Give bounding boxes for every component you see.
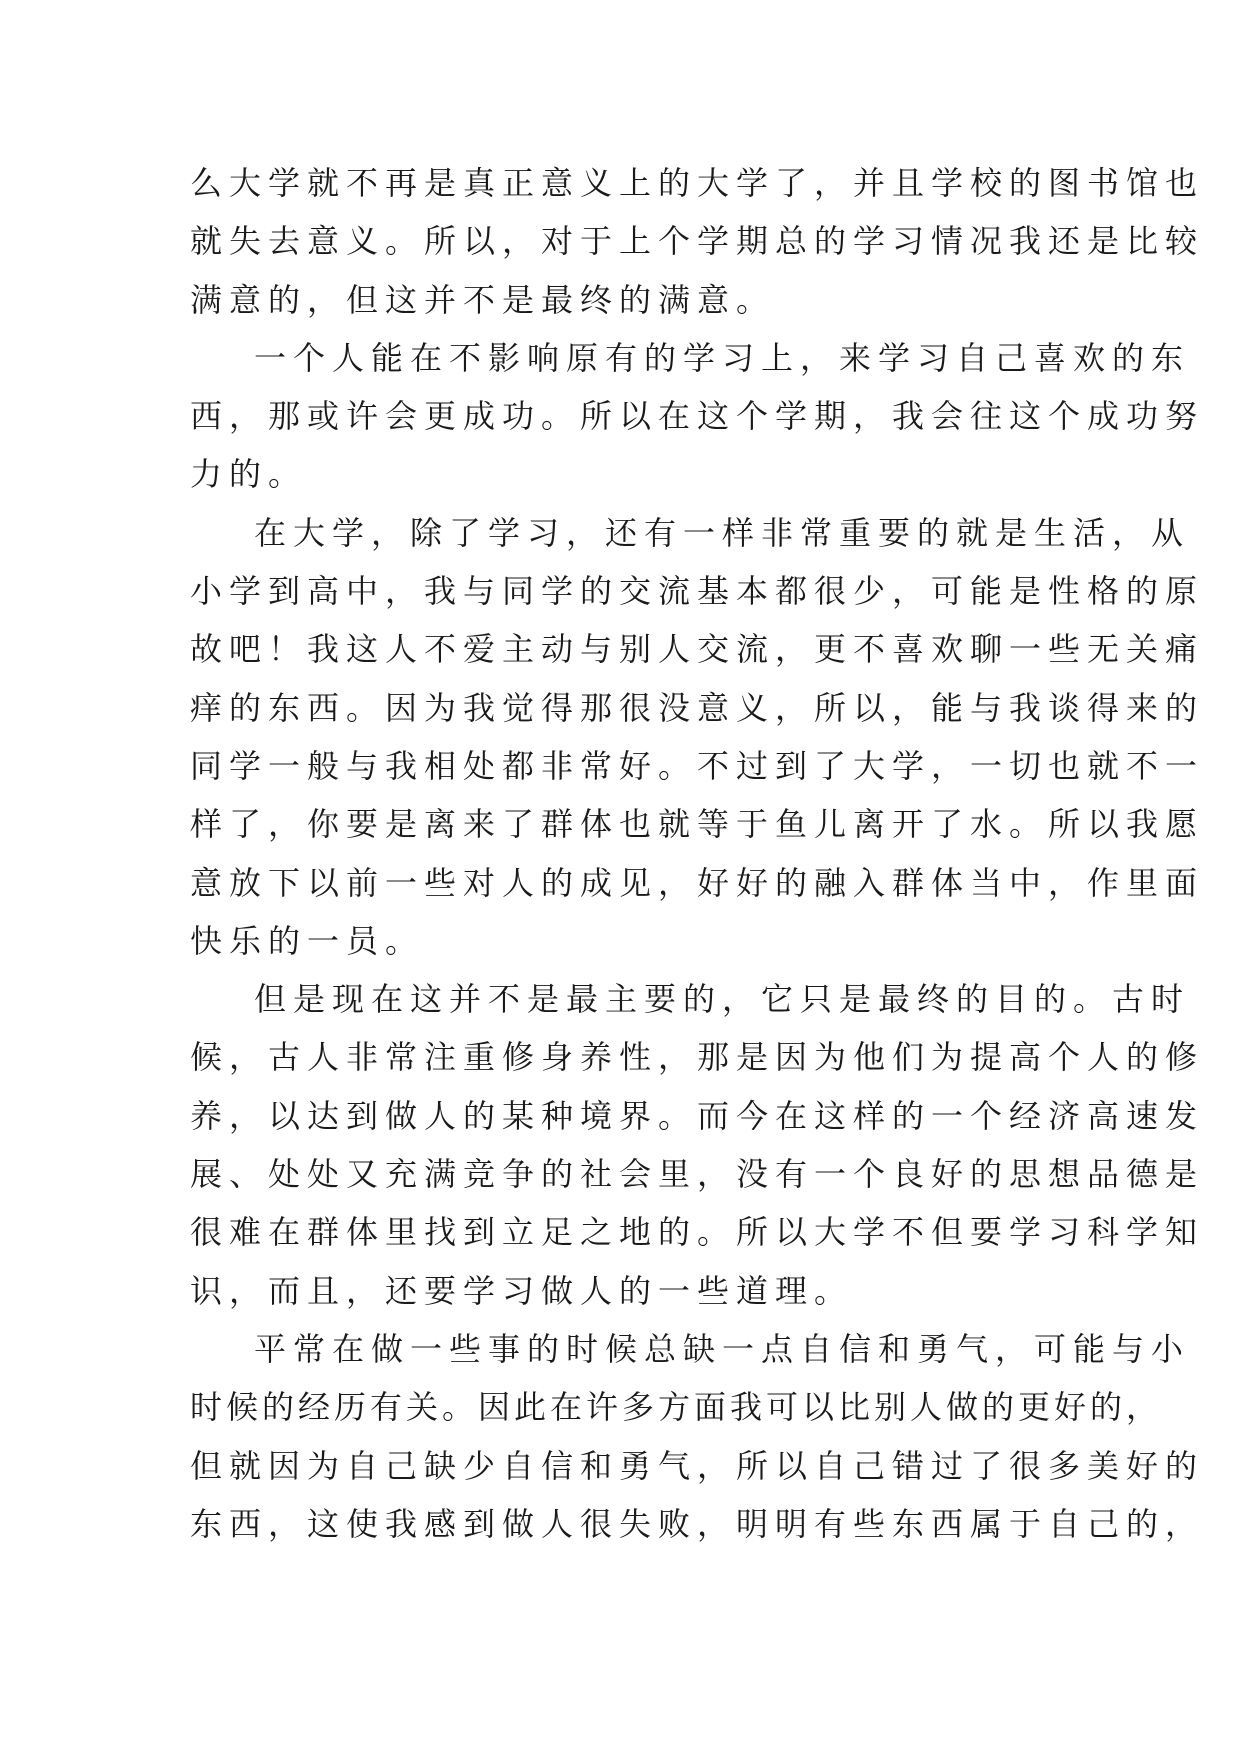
text-line: 东西，这使我感到做人很失败，明明有些东西属于自己的， (190, 1504, 1205, 1543)
text-line: 快乐的一员。 (190, 921, 425, 960)
paragraph (190, 329, 1205, 504)
text-line: 痒的东西。因为我觉得那很没意义，所以，能与我谈得来的 (190, 688, 1205, 727)
paragraph (190, 1320, 1205, 1553)
text-line: 养，以达到做人的某种境界。而今在这样的一个经济高速发 (190, 1096, 1205, 1135)
text-line: 候，古人非常注重修身养性，那是因为他们为提高个人的修 (190, 1038, 1205, 1077)
text-line: 小学到高中，我与同学的交流基本都很少，可能是性格的原 (190, 572, 1205, 611)
text-line: 意放下以前一些对人的成见，好好的融入群体当中，作里面 (190, 863, 1205, 902)
text-line: 但就因为自己缺少自信和勇气，所以自己错过了很多美好的 (190, 1446, 1205, 1485)
text-line: 在大学，除了学习，还有一样非常重要的就是生活，从 (254, 513, 1191, 552)
text-line: 么大学就不再是真正意义上的大学了，并且学校的图书馆也 (190, 164, 1205, 202)
text-line: 很难在群体里找到立足之地的。所以大学不但要学习科学知 (190, 1213, 1205, 1252)
text-line: 时候的经历有关。因此在许多方面我可以比别人做的更好的， (190, 1388, 1163, 1427)
text-line: 满意的，但这并不是最终的满意。 (190, 280, 776, 319)
text-line: 识，而且，还要学习做人的一些道理。 (190, 1271, 854, 1310)
paragraph (190, 154, 1205, 329)
document-body (190, 154, 1205, 1553)
text-line: 故吧！我这人不爱主动与别人交流，更不喜欢聊一些无关痛 (190, 630, 1205, 669)
text-line: 但是现在这并不是最主要的，它只是最终的目的。古时 (254, 980, 1191, 1019)
text-line: 同学一般与我相处都非常好。不过到了大学，一切也就不一 (190, 746, 1205, 785)
text-line: 就失去意义。所以，对于上个学期总的学习情况我还是比较 (190, 222, 1205, 261)
text-line: 平常在做一些事的时候总缺一点自信和勇气，可能与小 (254, 1329, 1191, 1368)
paragraph (190, 504, 1205, 970)
text-line: 样了，你要是离来了群体也就等于鱼儿离开了水。所以我愿 (190, 805, 1205, 844)
text-line: 展、处处又充满竞争的社会里，没有一个良好的思想品德是 (190, 1155, 1205, 1194)
text-line: 西，那或许会更成功。所以在这个学期，我会往这个成功努 (190, 397, 1205, 436)
text-line: 力的。 (190, 455, 308, 494)
text-line: 一个人能在不影响原有的学习上，来学习自己喜欢的东 (254, 338, 1191, 377)
paragraph (190, 970, 1205, 1320)
